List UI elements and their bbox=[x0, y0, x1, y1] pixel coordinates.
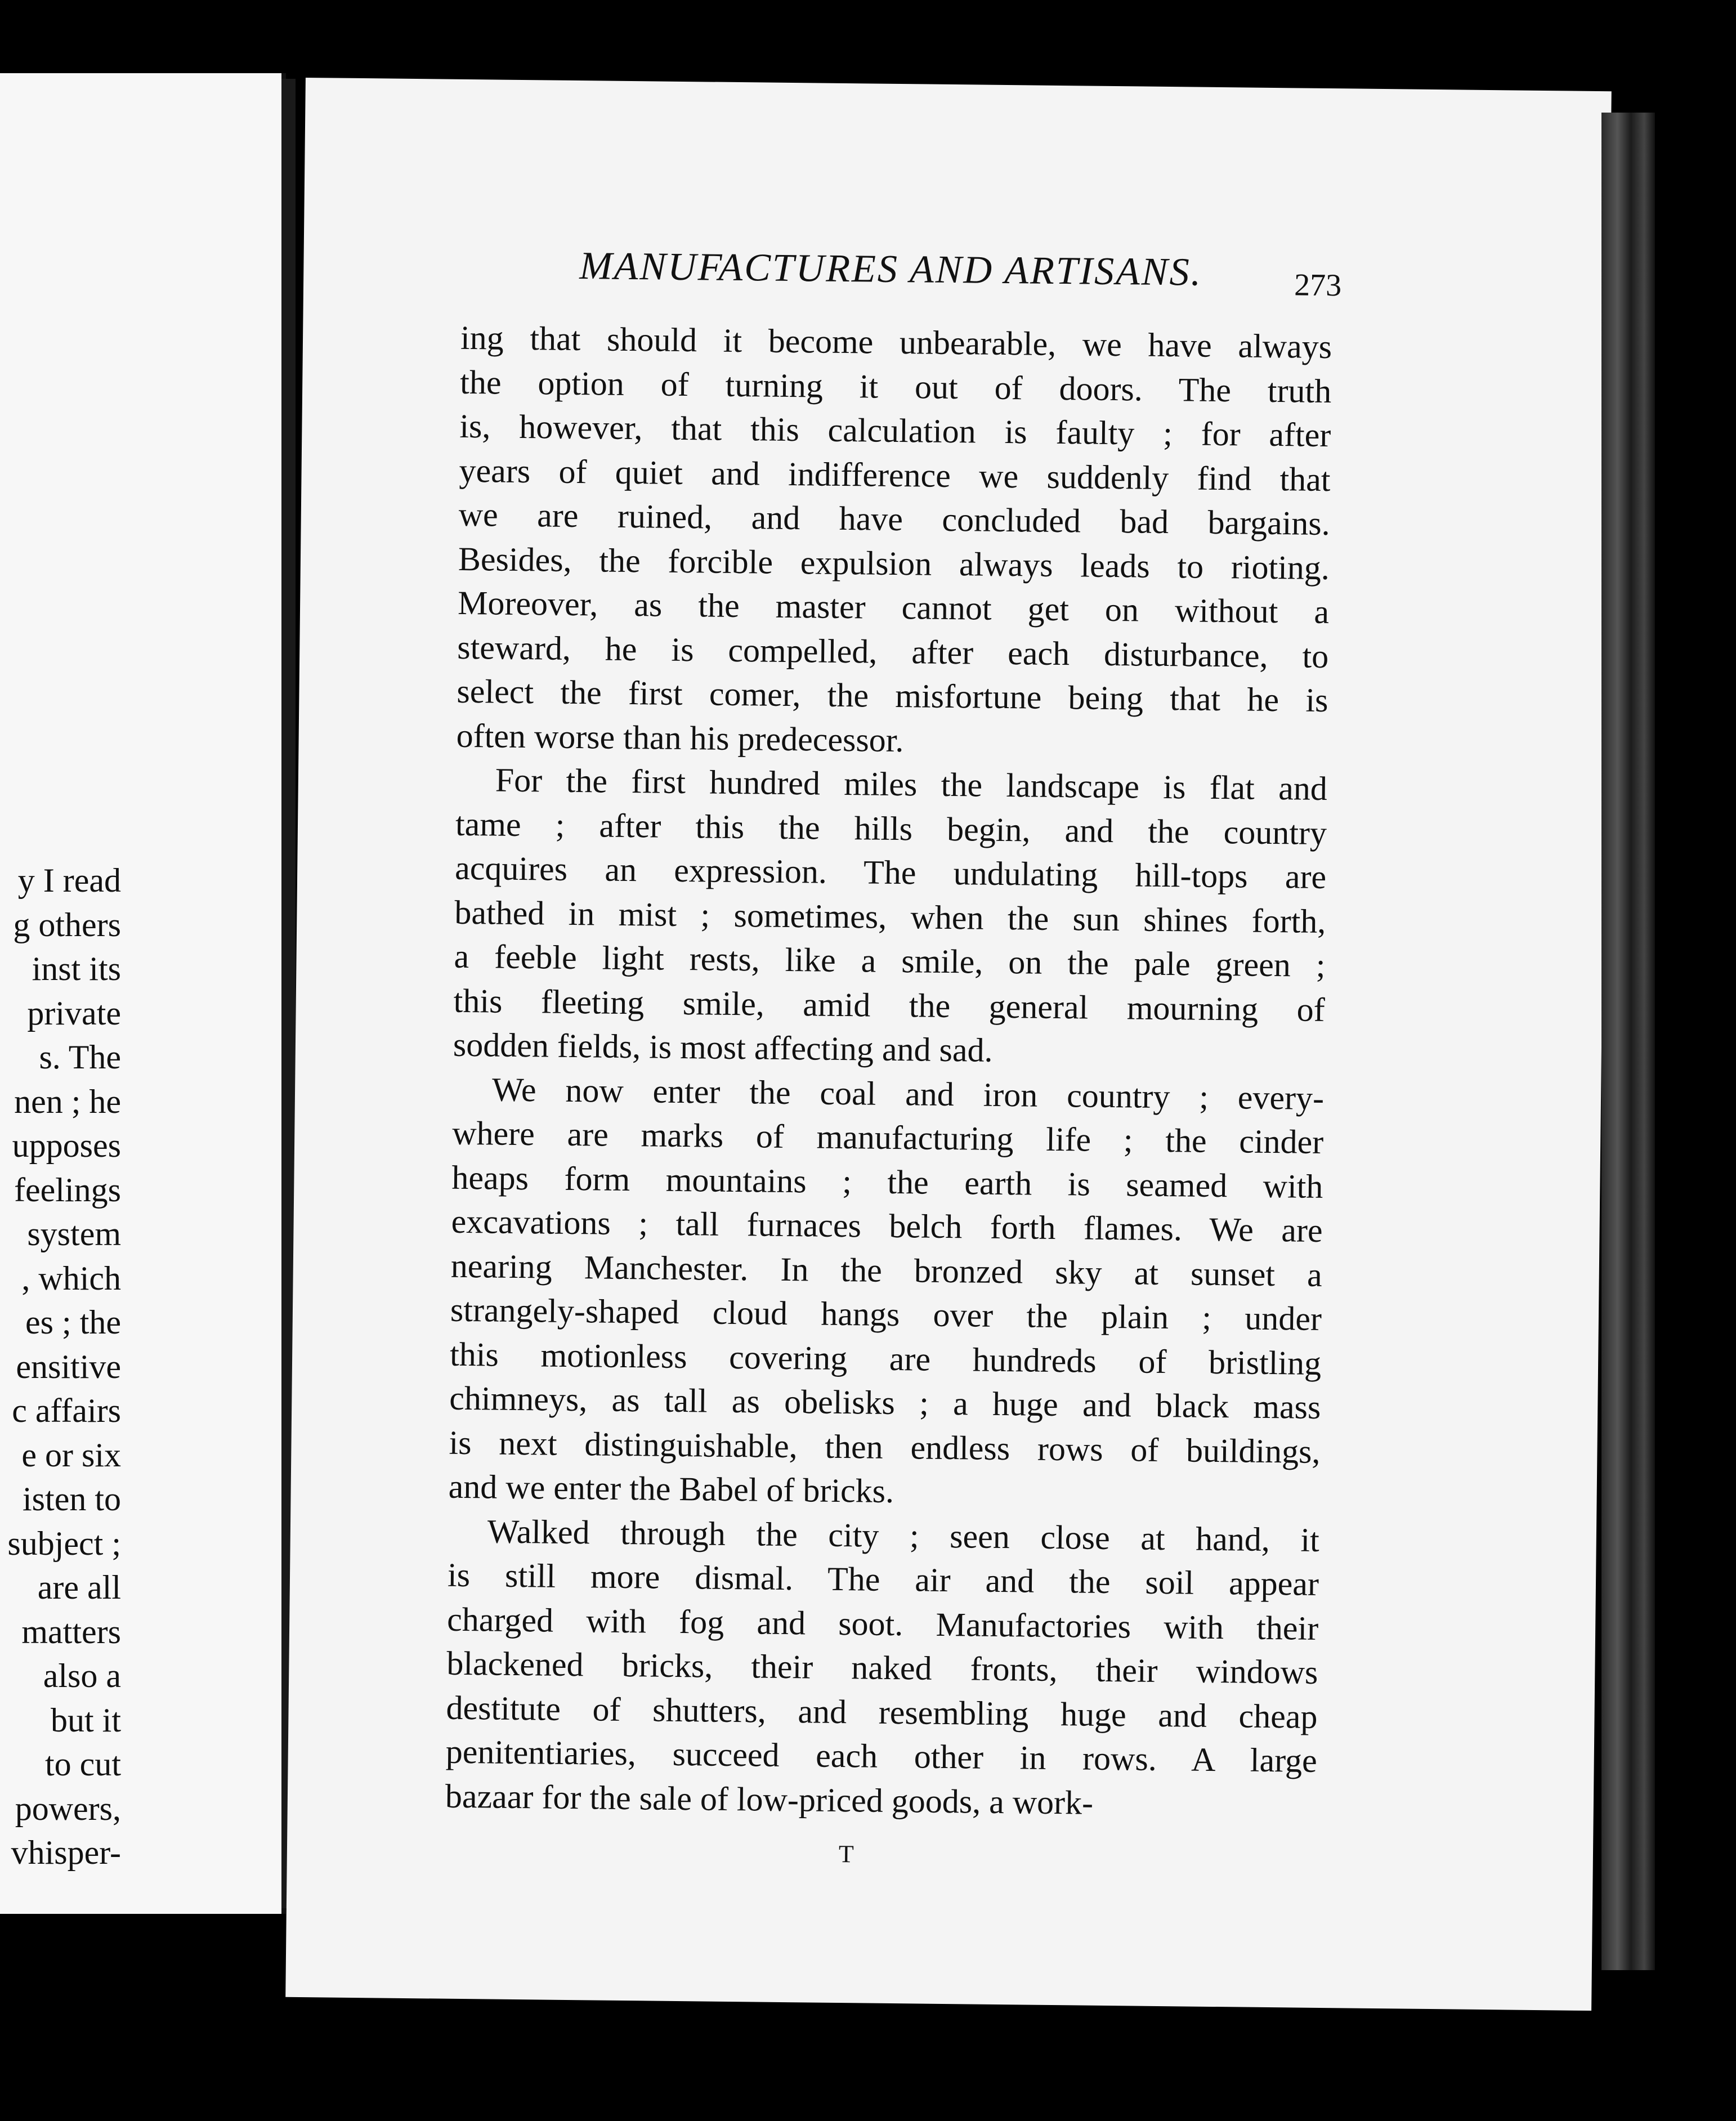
text-line: Walked through the city ; seen close at hand, it bbox=[487, 1512, 1320, 1559]
text-line: often worse than his predecessor. bbox=[456, 717, 904, 759]
text-line: bazaar for the sale of low-priced goods, a work- bbox=[445, 1777, 1094, 1822]
left-page-line: c affairs bbox=[12, 1392, 121, 1429]
text-line: blackened bricks, their naked fronts, their windows bbox=[446, 1644, 1318, 1691]
right-page bbox=[285, 78, 1612, 2011]
paragraph bbox=[448, 1067, 1324, 1518]
paragraph bbox=[456, 316, 1332, 767]
left-page-line: ensitive bbox=[16, 1348, 121, 1385]
left-page-line: g others bbox=[13, 906, 121, 943]
text-line: Besides, the forcible expulsion always leads to rioting. bbox=[458, 540, 1330, 587]
running-head: MANUFACTURES AND ARTISANS. bbox=[579, 244, 1203, 294]
text-line: charged with fog and soot. Manufactories with their bbox=[446, 1600, 1319, 1647]
body-text bbox=[445, 316, 1332, 1827]
left-page-line: upposes bbox=[12, 1127, 121, 1164]
signature-mark: T bbox=[838, 1840, 854, 1868]
page-number: 273 bbox=[1294, 267, 1342, 303]
text-line: tame ; after this the hills begin, and the country bbox=[455, 805, 1327, 852]
text-line: a feeble light rests, like a smile, on the pale green ; bbox=[454, 937, 1326, 985]
left-page-line: system bbox=[27, 1215, 121, 1252]
text-line: is still more dismal. The air and the soil appear bbox=[447, 1556, 1319, 1603]
left-page-line: are all bbox=[37, 1569, 121, 1606]
left-page-line: but it bbox=[50, 1701, 121, 1739]
left-page-line: es ; the bbox=[25, 1304, 121, 1341]
text-line: ing that should it become unbearable, we have always bbox=[460, 319, 1332, 366]
text-line: and we enter the Babel of bricks. bbox=[448, 1467, 894, 1510]
text-line: destitute of shutters, and resembling huge and cheap bbox=[446, 1689, 1318, 1735]
text-line: this fleeting smile, amid the general mourning of bbox=[453, 982, 1326, 1028]
left-page-line: e or six bbox=[21, 1436, 121, 1474]
left-page-line: feelings bbox=[14, 1171, 121, 1209]
left-page-line: s. The bbox=[39, 1039, 121, 1076]
text-line: For the first hundred miles the landscape is flat and bbox=[495, 761, 1328, 808]
left-page-line: also a bbox=[43, 1657, 121, 1694]
left-page-text bbox=[0, 858, 281, 1875]
text-line: We now enter the coal and iron country ; every- bbox=[491, 1071, 1325, 1117]
text-line: we are ruined, and have concluded bad bargains. bbox=[458, 495, 1331, 543]
left-page-line: , which bbox=[21, 1259, 121, 1297]
text-line: is, however, that this calculation is faulty ; for after bbox=[459, 407, 1331, 454]
text-line: select the first comer, the misfortune being that he is bbox=[457, 672, 1328, 719]
text-line: bathed in mist ; sometimes, when the sun shines forth, bbox=[454, 893, 1326, 940]
left-page-line: matters bbox=[21, 1613, 121, 1650]
text-line: where are marks of manufacturing life ; the cinder bbox=[451, 1114, 1324, 1161]
left-page-line: y I read bbox=[17, 862, 121, 899]
page-edge bbox=[1601, 113, 1655, 1970]
left-page-line: inst its bbox=[32, 950, 121, 987]
text-line: acquires an expression. The undulating hill-tops are bbox=[454, 849, 1327, 896]
paragraph bbox=[445, 1509, 1320, 1827]
text-line: is next distinguishable, then endless rows of buildings, bbox=[449, 1424, 1321, 1470]
text-line: the option of turning it out of doors. The truth bbox=[459, 363, 1332, 410]
left-page-line: to cut bbox=[45, 1746, 121, 1783]
left-page-line: private bbox=[27, 994, 121, 1032]
text-line: excavations ; tall furnaces belch forth flames. We are bbox=[451, 1202, 1323, 1249]
left-page-line: nen ; he bbox=[14, 1082, 121, 1120]
text-line: steward, he is compelled, after each disturbance, to bbox=[457, 628, 1329, 675]
text-line: penitentiaries, succeed each other in rows. A large bbox=[445, 1733, 1318, 1779]
text-line: sodden fields, is most affecting and sad. bbox=[453, 1026, 993, 1069]
left-page-line: vhisper- bbox=[11, 1834, 121, 1871]
text-line: years of quiet and indifference we suddenly find that bbox=[459, 451, 1331, 498]
left-page bbox=[0, 73, 286, 1914]
left-page-line: powers, bbox=[15, 1789, 121, 1827]
text-line: strangely-shaped cloud hangs over the plain ; under bbox=[450, 1291, 1322, 1337]
paragraph bbox=[453, 758, 1328, 1076]
left-page-line: isten to bbox=[23, 1480, 121, 1518]
left-page-line: subject ; bbox=[7, 1524, 121, 1562]
text-line: heaps form mountains ; the earth is seamed with bbox=[451, 1158, 1323, 1205]
text-line: nearing Manchester. In the bronzed sky at sunset a bbox=[450, 1247, 1323, 1294]
text-line: Moreover, as the master cannot get on without a bbox=[457, 584, 1330, 631]
text-line: this motionless covering are hundreds of bristling bbox=[449, 1335, 1322, 1382]
text-line: chimneys, as tall as obelisks ; a huge and black mass bbox=[449, 1379, 1321, 1426]
